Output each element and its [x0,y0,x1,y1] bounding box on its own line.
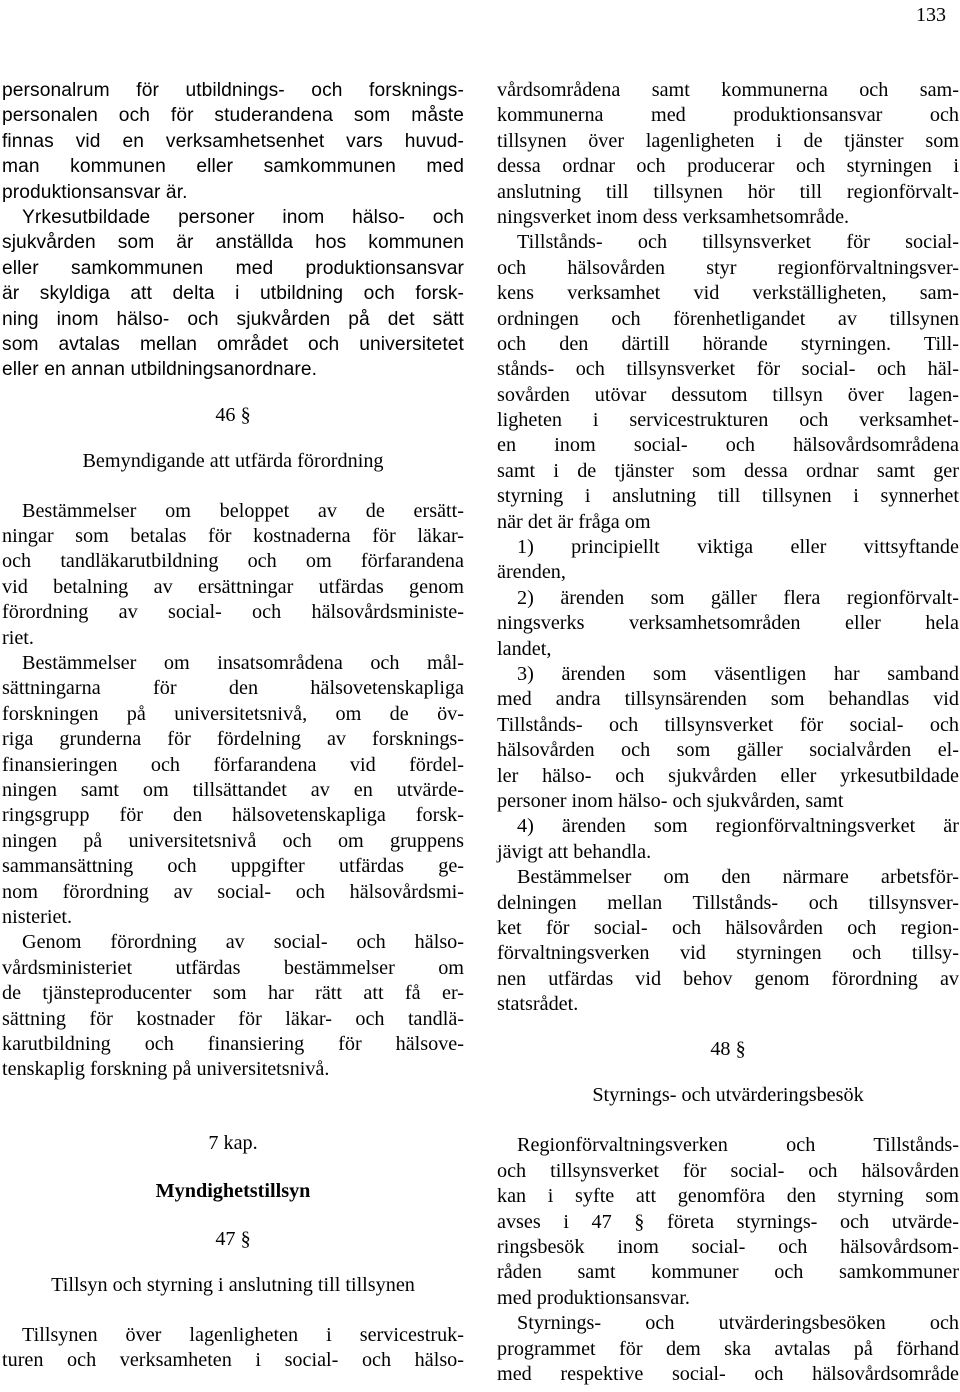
text-line: ningen samt om tillsättandet av en utvärde- [2,778,464,801]
text-line: ningsverks verksamhetsområden eller hela [497,612,959,635]
text-line: ler hälso- och sjukvården eller yrkesutbildade [497,764,959,787]
text-line: 4) ärenden som regionförvaltningsverket är [517,815,959,838]
text-line: riet. [2,626,34,649]
text-line: ket för social- och hälsovården och region- [497,916,959,939]
paragraph [497,230,959,535]
text-line: ningar som betalas för kostnaderna för läkar- [2,525,464,548]
text-line: landet, [497,637,552,660]
section-number: 48 § [710,1038,746,1061]
chapter-number: 7 kap. [208,1131,258,1154]
paragraph [2,651,464,930]
right-column [497,78,959,1387]
text-line: 1) principiellt viktiga eller vittsyftande [517,536,959,559]
text-line: hälsovården och som gäller socialvården el- [497,739,959,762]
text-line: finnas vid en verksamhetsenhet vars huvud- [2,130,464,152]
text-line: sättningarna för den hälsovetenskapliga [2,677,464,700]
text-line: turen och verksamheten i social- och hälso- [2,1349,464,1372]
paragraph [2,499,464,651]
text-line: sammansättning och uppgifter utfärdas ge- [2,855,464,878]
text-line: styrning i anslutning till tillsynen i synnerhet [497,485,959,508]
list-item [497,814,959,865]
list-item [497,586,959,662]
paragraph [2,1323,464,1374]
text-line: och tandläkarutbildning och om förfarandena [2,550,464,573]
paragraph [2,78,464,205]
text-line: sovården utövar dessutom tillsyn över lagen- [497,383,959,406]
text-line: sjukvården som är anställda hos kommunen [2,232,464,254]
text-line: karutbildning och finansiering för hälsove- [2,1032,464,1055]
text-line: de tjänsteproducenter som har rätt att få er- [2,982,464,1005]
text-line: en inom social- och hälsovårdsområdena [497,434,959,457]
text-line: kens verksamhet vid verkställigheten, sam- [497,282,959,305]
text-line: 3) ärenden som väsentligen har samband [517,662,959,685]
text-line: eller samkommunen med produktionsansvar [2,257,464,279]
text-line: eller en annan utbildningsanordnare. [2,359,318,381]
text-line: Genom förordning av social- och hälso- [22,931,464,954]
text-line: som avtalas mellan området och universitetet [2,333,464,355]
text-line: Regionförvaltningsverken och Tillstånds- [517,1134,959,1157]
text-line: och den därtill hörande styrningen. Till- [497,332,959,355]
text-line: är skyldiga att delta i utbildning och forsk- [2,283,464,305]
text-line: delningen mellan Tillstånds- och tillsynsver- [497,891,959,914]
text-line: Bestämmelser om den närmare arbetsför- [517,866,959,889]
text-line: ringsgrupp för den hälsovetenskapliga forsk- [2,804,464,827]
text-line: nom förordning av social- och hälsovårdsmi- [2,880,464,903]
section-number: 47 § [215,1227,251,1250]
text-line: samt i de tjänster som dessa ordnar samt ger [497,459,959,482]
text-line: jävigt att behandla. [497,840,652,863]
text-line: nen utfärdas vid behov genom förordning av [497,967,959,990]
text-line: forskningen på universitetsnivå, om de öv- [2,702,464,725]
left-column [2,78,464,1373]
paragraph [497,865,959,1017]
text-line: kan i syfte att genomföra den styrning som [497,1185,959,1208]
section-title: Tillsyn och styrning i anslutning till tillsynen [51,1273,415,1296]
text-line: dessa ordnar och producerar och styrningen i [497,155,959,178]
text-line: sättning för kostnader för läkar- och tandlä- [2,1007,464,1030]
text-line: ning inom hälso- och sjukvården på det sätt [2,308,464,330]
text-line: med andra tillsynsärenden som behandlas vid [497,688,959,711]
paragraph [497,1133,959,1311]
text-line: förvaltningsverken vid styrningen och tillsy- [497,942,959,965]
text-line: personalen och för studerandena som måste [2,105,464,127]
text-line: Tillstånds- och tillsynsverket för social- [517,231,959,254]
list-item [497,662,959,814]
text-line: och hälsovården styr regionförvaltningsver- [497,256,959,279]
text-line: vårdsministeriet utfärdas bestämmelser om [2,956,464,979]
text-line: Tillstånds- och tillsynsverket för social- och [497,713,959,736]
text-line: Bestämmelser om insatsområdena och mål- [22,652,464,675]
text-line: när det är fråga om [497,510,651,533]
text-line: anslutning till tillsynen hör till regionförvalt- [497,180,959,203]
text-line: Bestämmelser om beloppet av de ersätt- [22,499,464,522]
text-line: ligheten i servicestrukturen och verksamhet- [497,409,959,432]
text-line: vid betalning av ersättningar utfärdas genom [2,575,464,598]
text-line: ringsbesök inom social- och hälsovårdsom- [497,1236,959,1259]
text-line: personalrum för utbildnings- och forsknings- [2,80,464,101]
text-line: Tillsynen över lagenligheten i servicestruk- [22,1323,464,1346]
text-line: ningen på universitetsnivå och om gruppens [2,829,464,852]
text-line: ärenden, [497,561,566,584]
text-line: man kommunen eller samkommunen med [2,156,464,178]
text-line: stånds- och tillsynsverket för social- och häl- [497,358,959,381]
list-item [497,535,959,586]
text-line: tillsynen över lagenligheten i de tjänster som [497,129,959,152]
page-number: 133 [916,4,946,26]
text-line: nisteriet. [2,905,73,928]
text-line: vårdsområdena samt kommunerna och sam- [497,79,959,101]
text-line: kommunerna med produktionsansvar och [497,104,959,127]
text-line: 2) ärenden som gäller flera regionförvalt- [517,586,959,609]
paragraph [2,205,464,383]
text-line: Yrkesutbildade personer inom hälso- och [22,206,464,228]
text-line: förordning av social- och hälsovårdsministe- [2,601,464,624]
paragraph [497,78,959,230]
paragraph [2,930,464,1082]
chapter-title: Myndighetstillsyn [155,1179,311,1202]
paragraph [497,1311,959,1387]
text-line: och tillsynsverket för social- och hälsovården [497,1159,959,1182]
text-line: riga grunderna för fördelning av forsknings- [2,728,464,751]
text-line: ordningen och förenhetligandet av tillsynen [497,307,959,330]
text-line: råden samt kommuner och samkommuner [497,1261,959,1284]
text-line: med respektive social- och hälsovårdsområde [497,1362,959,1385]
text-line: personer inom hälso- och sjukvården, samt [497,789,844,812]
section-number: 46 § [215,403,251,426]
text-line: finansieringen och förfarandena vid fördel- [2,753,464,776]
text-line: produktionsansvar är. [2,181,188,203]
text-line: avses i 47 § företa styrnings- och utvärde- [497,1210,959,1233]
text-line: Styrnings- och utvärderingsbesöken och [517,1312,959,1335]
text-line: ningsverket inom dess verksamhetsområde. [497,205,850,228]
text-line: tenskaplig forskning på universitetsnivå. [2,1058,330,1081]
text-line: med produktionsansvar. [497,1286,690,1309]
text-line: programmet för dem ska avtalas på förhand [497,1337,959,1360]
section-title: Styrnings- och utvärderingsbesök [592,1084,864,1107]
text-line: statsrådet. [497,993,579,1016]
section-title: Bemyndigande att utfärda förordning [82,449,384,472]
